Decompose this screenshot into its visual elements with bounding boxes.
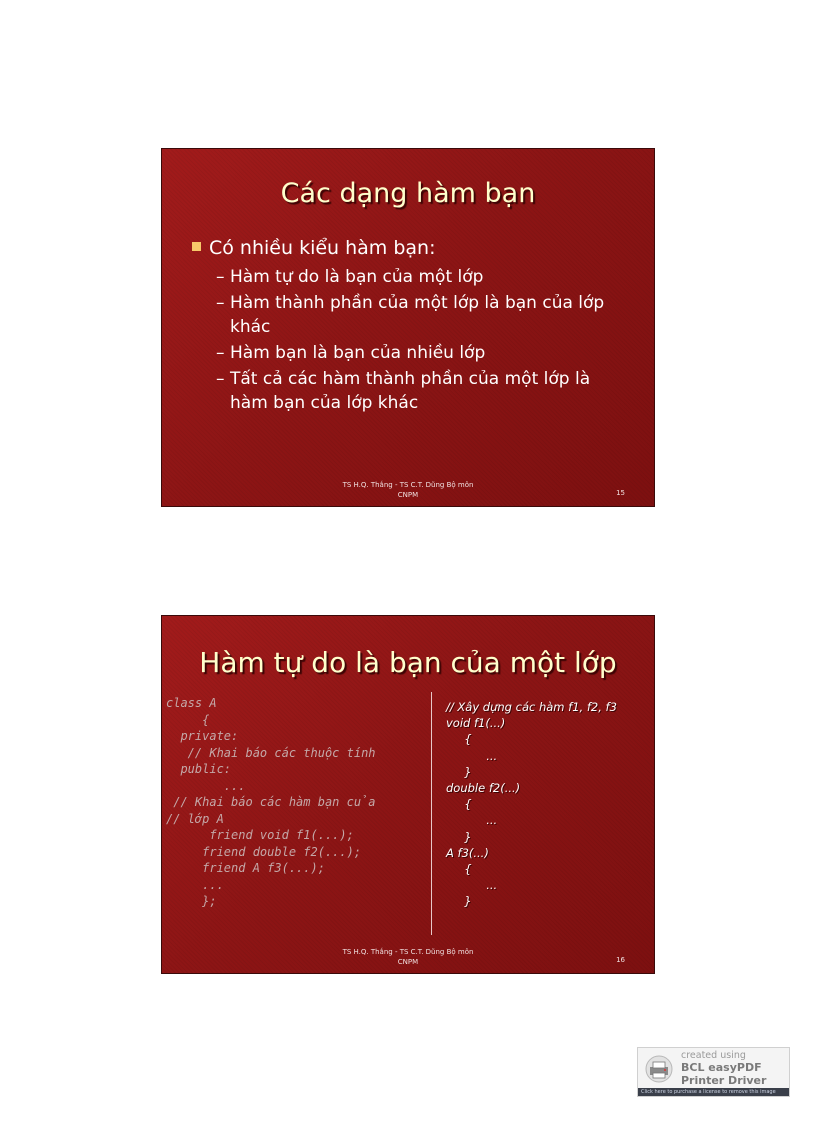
dash-icon: –: [216, 343, 225, 363]
sub-bullet-item: [216, 367, 626, 415]
dash-icon: –: [216, 369, 225, 389]
sub-bullet-text: Tất cả các hàm thành phần của một lớp là hàm bạn của lớp khác: [230, 369, 591, 413]
slide-16: [161, 615, 655, 974]
sub-bullet-item: [216, 341, 626, 365]
slide-title: Hàm tự do là bạn của một lớp: [199, 646, 617, 679]
sub-bullet-text: Hàm tự do là bạn của một lớp: [230, 267, 484, 287]
slide-footer: TS H.Q. Thắng - TS C.T. Dũng Bộ môn CNPM: [342, 948, 474, 966]
page-number: 16: [616, 956, 625, 964]
class-declaration-code: class A { private: // Khai báo các thuộc tính public: ... // Khai báo các hàm bạn của // lớp A friend void f1(...); friend double f2(...); friend A f3(...); ... };: [166, 696, 376, 908]
square-bullet-icon: [192, 242, 201, 251]
printer-logo-icon: [642, 1054, 676, 1084]
sub-bullet-item: [216, 291, 626, 339]
sub-bullet-text: Hàm thành phần của một lớp là bạn của lớp khác: [230, 293, 605, 337]
column-divider: [431, 692, 432, 935]
bullet-item: [192, 237, 436, 259]
watermark-product-text: BCL easyPDF: [681, 1061, 762, 1074]
easypdf-watermark[interactable]: [637, 1047, 790, 1097]
sub-bullet-item: [216, 265, 626, 289]
dash-icon: –: [216, 267, 225, 287]
sub-bullet-list: [216, 265, 626, 417]
bullet-text: Có nhiều kiểu hàm bạn:: [209, 237, 436, 259]
function-definition-code: // Xây dựng các hàm f1, f2, f3 void f1(...) { ... } double f2(...) { ... } A f3(...) { ... }: [446, 700, 617, 909]
watermark-driver-text: Printer Driver: [681, 1074, 767, 1087]
slide-15: [161, 148, 655, 507]
page-number: 15: [616, 489, 625, 497]
slide-title: Các dạng hàm bạn: [280, 178, 536, 209]
watermark-created-text: created using: [681, 1050, 746, 1061]
watermark-purchase-link[interactable]: Click here to purchase a license to remove this image: [638, 1088, 789, 1096]
sub-bullet-text: Hàm bạn là bạn của nhiều lớp: [230, 343, 486, 363]
slide-footer: TS H.Q. Thắng - TS C.T. Dũng Bộ môn CNPM: [342, 481, 474, 499]
dash-icon: –: [216, 293, 225, 313]
